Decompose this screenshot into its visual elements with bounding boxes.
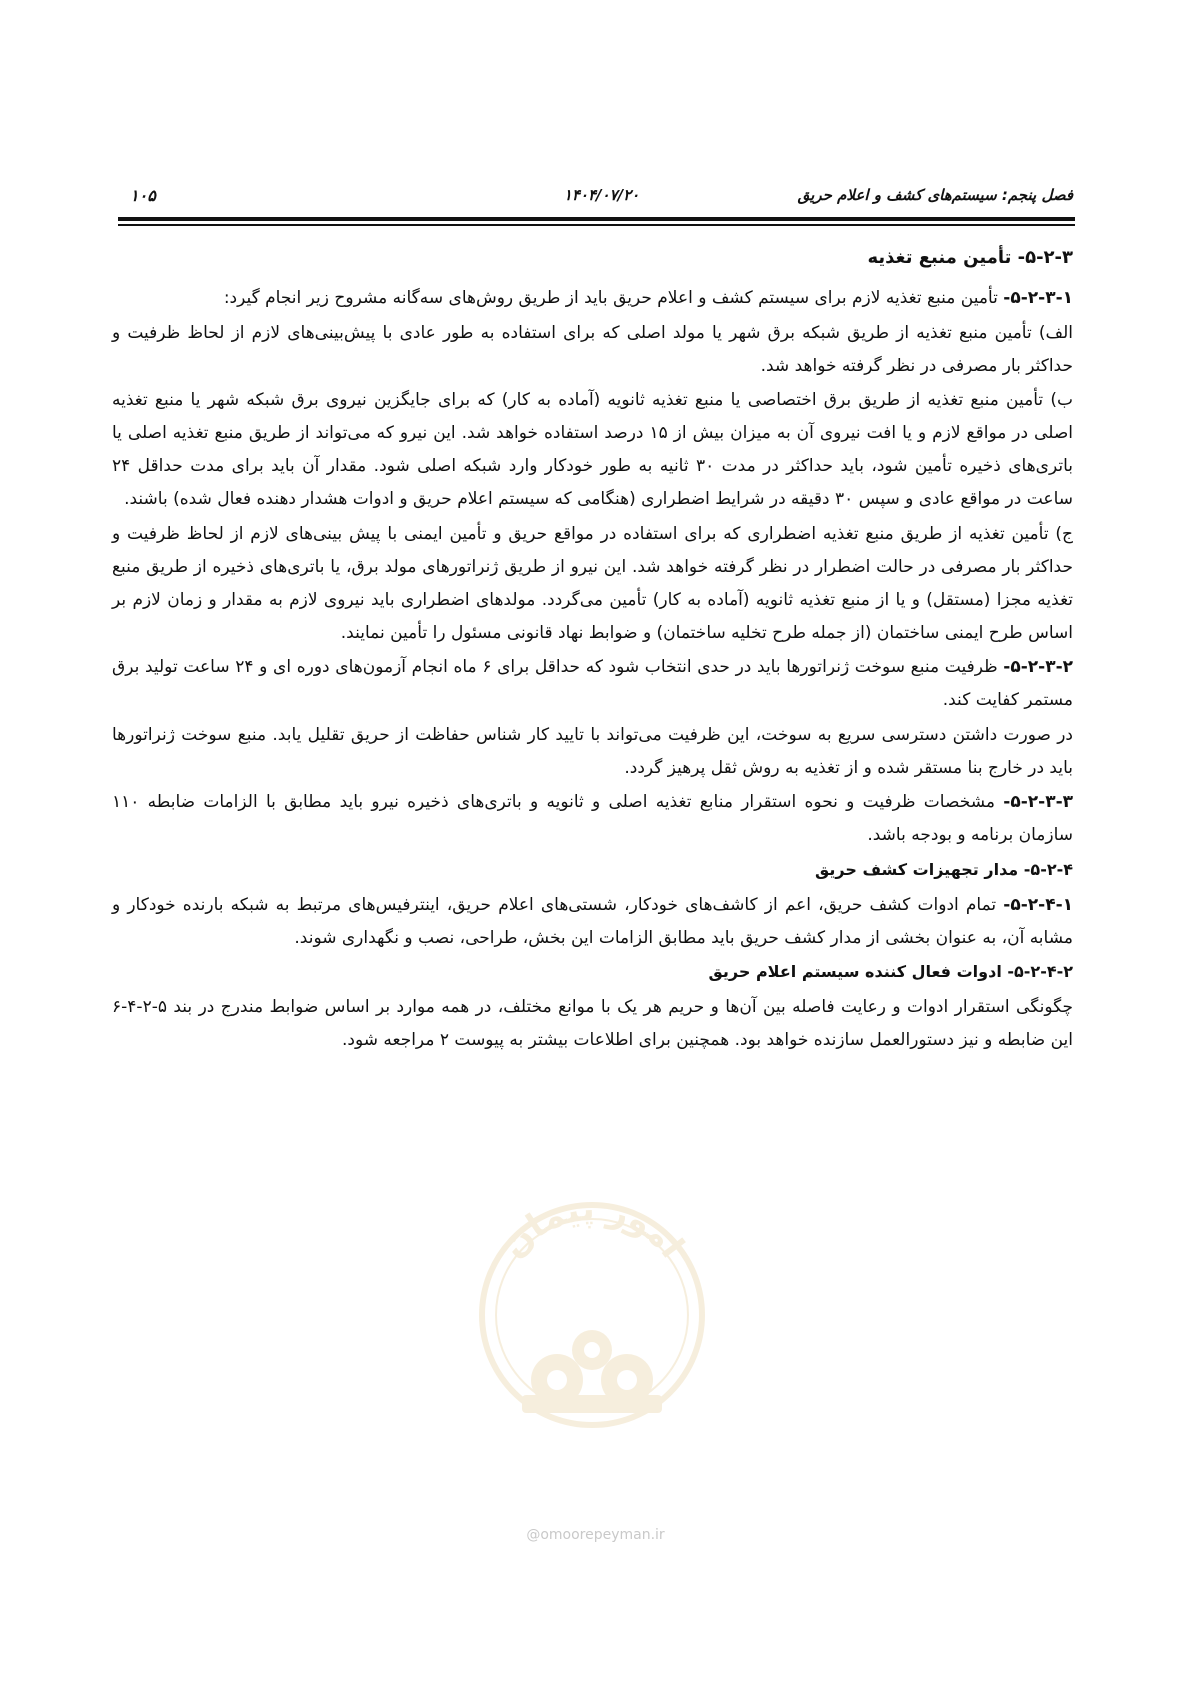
paragraph-text: مشخصات ظرفیت و نحوه استقرار منابع تغذیه اصلی و ثانویه و باتری‌های ذخیره نیرو باید مطابق با الزامات ضابطه ۱۱۰ سازمان برنامه و بودجه باشد. [112, 792, 1073, 845]
header-rule-thick [118, 217, 1075, 221]
page-header [130, 186, 1073, 216]
watermark-url: @omoorepeyman.ir [526, 1527, 665, 1543]
paragraph-jim: ج) تأمین تغذیه از طریق منبع تغذیه اضطراری که برای استفاده در مواقع حریق و تأمین ایمنی با پیش بینی‌های لازم از لحاظ ظرفیت و حداکثر بار مصرفی در حالت اضطرار در نظر گرفته خواهد شد. این نیرو از طریق ژنراتورهای مولد برق، یا باتری‌های ذخیره از طریق منبع تغذیه مجزا (مستقل) و یا از منبع تغذیه ثانویه (آماده به کار) تأمین می‌گردد. مولدهای اضطراری باید نیروی لازم به مقدار و زمان لازم بر اساس طرح ایمنی ساختمان (از جمله طرح تخلیه ساختمان) و ضوابط نهاد قانونی مسئول را تأمین نمایند. [112, 523, 1073, 643]
chapter-title: فصل پنجم: سیستم‌های کشف و اعلام حریق [797, 186, 1073, 204]
paragraph-text: تمام ادوات کشف حریق، اعم از کاشف‌های خودکار، شستی‌های اعلام حریق، اینترفیس‌های مرتبط به شبکه بارنده خودکار و مشابه آن، به عنوان بخشی از مدار کشف حریق باید مطابق الزامات این بخش، طراحی، نصب و نگهداری شوند. [112, 894, 1073, 948]
paragraph-5-2-3-2 [112, 651, 1073, 717]
section-heading-detection-circuit: ۵-۲-۴- مدار تجهیزات کشف حریق [814, 859, 1073, 879]
section-heading-power-supply: ۵-۲-۳- تأمین منبع تغذیه [867, 247, 1073, 268]
paragraph-be: ب) تأمین منبع تغذیه از طریق برق اختصاصی یا منبع تغذیه ثانویه (آماده به کار) که برای جایگزین نیروی برق شبکه شهر یا منبع تغذیه اصلی در مواقع لازم و یا افت نیروی آن به میزان بیش از ۱۵ درصد استفاده خواهد شد. این نیرو که می‌تواند از طریق منبع تغذیه اصلی یا باتری‌های ذخیره تأمین شود، باید حداکثر در مدت ۳۰ ثانیه به طور خودکار وارد شبکه اصلی شود. مقدار آن باید برای مدت حداقل ۲۴ ساعت در مواقع عادی و سپس ۳۰ دقیقه در شرایط اضطراری (هنگامی که سیستم اعلام حریق و ادوات هشدار دهنده فعال شده) باشند. [112, 390, 1073, 509]
section-heading-activation-devices: ۵-۲-۴-۲- ادوات فعال کننده سیستم اعلام حریق [708, 962, 1073, 981]
clause-number: ۵-۲-۳-۲- [1003, 657, 1073, 677]
svg-text:امور پیمان [493, 1190, 691, 1265]
paragraph-alef: الف) تأمین منبع تغذیه از طریق شبکه برق شهر یا مولد اصلی که برای استفاده به طور عادی با پیش‌بینی‌های لازم از لحاظ ظرفیت و حداکثر بار مصرفی در نظر گرفته خواهد شد. [112, 322, 1073, 376]
paragraph-5-2-3-3 [112, 786, 1073, 852]
header-rule-thin [118, 224, 1075, 226]
clause-number: ۵-۲-۴-۱- [1003, 894, 1073, 915]
page-number: ۱۰۵ [130, 186, 156, 205]
paragraph-text: تأمین منبع تغذیه لازم برای سیستم کشف و اعلام حریق باید از طریق روش‌های سه‌گانه مشروح زیر انجام گیرد: [223, 288, 1004, 308]
clause-number: ۵-۲-۳-۳- [1003, 792, 1073, 812]
watermark-logo-text: امور پیمان [493, 1190, 692, 1266]
paragraph-text: ظرفیت منبع سوخت ژنراتورها باید در حدی انتخاب شود که حداقل برای ۶ ماه انجام آزمون‌های دوره ای و ۲۴ ساعت تولید برق مستمر کفایت کند. [112, 657, 1073, 710]
watermark-logo [462, 1190, 722, 1440]
paragraph-5-2-3-1 [112, 282, 1073, 315]
clause-number: ۵-۲-۳-۱- [1003, 288, 1073, 308]
paragraph-device-placement: چگونگی استقرار ادوات و رعایت فاصله بین آن‌ها و حریم هر یک با موانع مختلف، در همه موارد بر اساس ضوابط مندرج در بند ۵-۲-۴-۶ این ضابطه و نیز دستورالعمل سازنده خواهد بود. همچنین برای اطلاعات بیشتر به پیوست ۲ مراجعه شود. [112, 997, 1073, 1050]
paragraph-fuel-reduction: در صورت داشتن دسترسی سریع به سوخت، این ظرفیت می‌تواند با تایید کار شناس حفاظت از حریق تقلیل یابد. منبع سوخت ژنراتورها باید در خارج بنا مستقر شده و از تغذیه به روش ثقل پرهیز گردد. [112, 724, 1073, 778]
paragraph-5-2-4-1 [112, 889, 1073, 955]
header-date: ۱۴۰۴/۰۷/۲۰ [563, 186, 640, 204]
body-content [112, 240, 1073, 1059]
